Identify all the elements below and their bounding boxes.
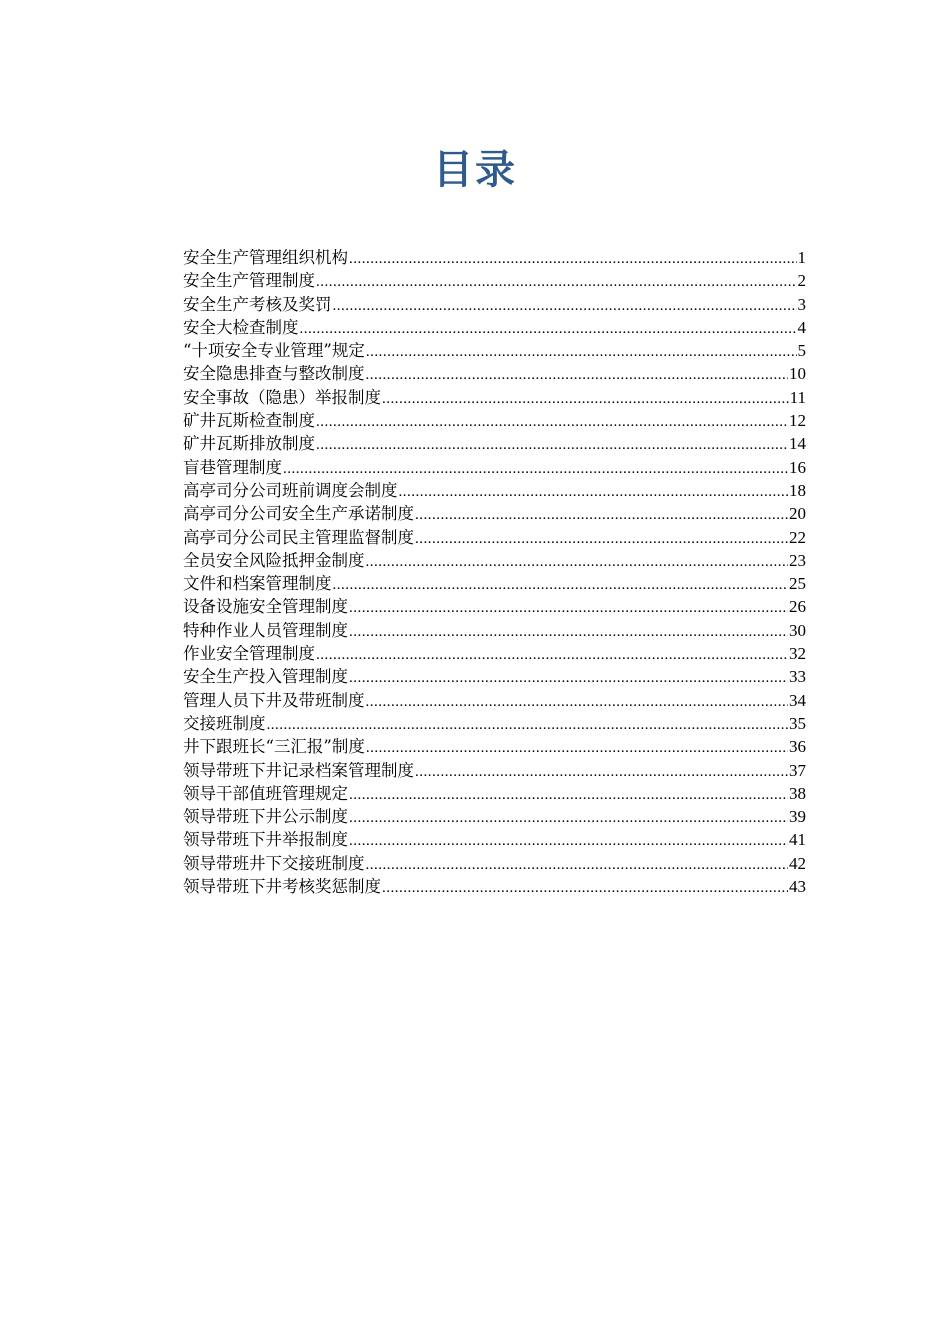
toc-entry[interactable]: [183, 805, 806, 828]
toc-page-number: 14: [789, 434, 806, 454]
toc-dot-leader: [399, 481, 789, 502]
toc-page-number: 23: [789, 550, 806, 570]
toc-entry[interactable]: [183, 572, 806, 595]
toc-entry[interactable]: [183, 875, 806, 898]
toc-dot-leader: [349, 248, 797, 269]
toc-entry[interactable]: [183, 362, 806, 385]
toc-entry[interactable]: [183, 432, 806, 455]
toc-entry[interactable]: [183, 712, 806, 735]
toc-dot-leader: [349, 807, 788, 828]
toc-entry-title: 设备设施安全管理制度: [183, 597, 348, 617]
toc-page-number: 35: [789, 713, 806, 733]
toc-dot-leader: [316, 271, 797, 292]
toc-page-number: 3: [797, 294, 806, 314]
toc-page-number: 16: [789, 457, 806, 477]
toc-dot-leader: [349, 621, 788, 642]
toc-page-number: 22: [789, 527, 806, 547]
toc-dot-leader: [415, 528, 788, 549]
toc-page-number: 41: [789, 830, 806, 850]
toc-entry-title: “十项安全专业管理”规定: [183, 341, 365, 361]
toc-dot-leader: [415, 504, 788, 525]
toc-entry[interactable]: [183, 269, 806, 292]
toc-entry-title: 全员安全风险抵押金制度: [183, 550, 365, 570]
toc-entry-title: 高亭司分公司班前调度会制度: [183, 480, 398, 500]
toc-page-number: 2: [797, 271, 806, 291]
toc-entry[interactable]: [183, 782, 806, 805]
toc-dot-leader: [316, 434, 788, 455]
toc-entry[interactable]: [183, 549, 806, 572]
toc-list: [183, 246, 806, 898]
toc-entry[interactable]: [183, 665, 806, 688]
toc-page-number: 1: [797, 248, 806, 267]
toc-entry-title: 领导带班下井记录档案管理制度: [183, 760, 414, 780]
toc-dot-leader: [366, 737, 788, 758]
toc-entry-title: 安全生产投入管理制度: [183, 667, 348, 687]
toc-dot-leader: [316, 411, 788, 432]
toc-entry[interactable]: [183, 339, 806, 362]
toc-entry-title: 高亭司分公司民主管理监督制度: [183, 527, 414, 547]
toc-page-number: 10: [789, 364, 806, 384]
toc-entry[interactable]: [183, 246, 806, 269]
toc-page-number: 4: [797, 317, 806, 337]
toc-entry[interactable]: [183, 735, 806, 758]
toc-dot-leader: [366, 691, 789, 712]
toc-entry[interactable]: [183, 642, 806, 665]
toc-dot-leader: [333, 574, 789, 595]
toc-entry-title: 井下跟班长“三汇报”制度: [183, 737, 365, 757]
toc-dot-leader: [349, 784, 788, 805]
toc-entry[interactable]: [183, 619, 806, 642]
toc-dot-leader: [366, 854, 789, 875]
toc-page-number: 38: [789, 783, 806, 803]
toc-entry-title: 交接班制度: [183, 713, 266, 733]
toc-entry-title: 作业安全管理制度: [183, 644, 315, 664]
toc-dot-leader: [382, 877, 788, 898]
toc-entry-title: 管理人员下井及带班制度: [183, 690, 365, 710]
toc-entry-title: 安全生产考核及奖罚: [183, 294, 332, 314]
toc-page-number: 30: [789, 620, 806, 640]
toc-entry[interactable]: [183, 689, 806, 712]
toc-page-number: 37: [789, 760, 806, 780]
toc-dot-leader: [349, 830, 788, 851]
toc-entry-title: 高亭司分公司安全生产承诺制度: [183, 504, 414, 524]
toc-entry[interactable]: [183, 595, 806, 618]
toc-page-number: 43: [789, 877, 806, 897]
toc-entry[interactable]: [183, 386, 806, 409]
toc-entry-title: 安全隐患排查与整改制度: [183, 364, 365, 384]
toc-dot-leader: [316, 644, 788, 665]
toc-page-number: 33: [789, 667, 806, 687]
toc-page-number: 25: [789, 574, 806, 594]
toc-entry[interactable]: [183, 479, 806, 502]
toc-entry-title: 安全生产管理制度: [183, 271, 315, 291]
toc-page-number: 26: [789, 597, 806, 617]
toc-entry-title: 领导带班下井公示制度: [183, 807, 348, 827]
toc-page-number: 5: [797, 341, 806, 361]
toc-entry[interactable]: [183, 526, 806, 549]
toc-dot-leader: [349, 597, 788, 618]
toc-page-number: 11: [789, 387, 806, 407]
toc-entry[interactable]: [183, 502, 806, 525]
toc-entry[interactable]: [183, 316, 806, 339]
toc-page-number: 39: [789, 807, 806, 827]
toc-entry[interactable]: [183, 828, 806, 851]
toc-entry-title: 安全事故（隐患）举报制度: [183, 387, 381, 407]
toc-page-number: 18: [789, 480, 806, 500]
toc-page-number: 20: [789, 504, 806, 524]
toc-dot-leader: [300, 318, 797, 339]
toc-entry-title: 安全大检查制度: [183, 317, 299, 337]
toc-dot-leader: [349, 667, 788, 688]
toc-dot-leader: [283, 458, 788, 479]
toc-dot-leader: [382, 388, 789, 409]
toc-entry-title: 领导带班下井考核奖惩制度: [183, 877, 381, 897]
toc-entry[interactable]: [183, 852, 806, 875]
toc-page-number: 12: [789, 411, 806, 431]
toc-entry-title: 矿井瓦斯排放制度: [183, 434, 315, 454]
toc-entry-title: 领导带班下井举报制度: [183, 830, 348, 850]
toc-entry-title: 文件和档案管理制度: [183, 574, 332, 594]
toc-entry-title: 安全生产管理组织机构: [183, 248, 348, 267]
toc-entry-title: 特种作业人员管理制度: [183, 620, 348, 640]
toc-entry-title: 领导干部值班管理规定: [183, 783, 348, 803]
toc-entry[interactable]: [183, 759, 806, 782]
toc-dot-leader: [366, 364, 789, 385]
toc-entry[interactable]: [183, 409, 806, 432]
toc-page-number: 42: [789, 853, 806, 873]
toc-page-number: 34: [789, 690, 806, 710]
toc-entry-title: 领导带班井下交接班制度: [183, 853, 365, 873]
toc-entry[interactable]: [183, 456, 806, 479]
toc-entry[interactable]: [183, 293, 806, 316]
toc-title: 目录: [433, 147, 517, 193]
toc-dot-leader: [366, 551, 789, 572]
toc-dot-leader: [333, 295, 797, 316]
toc-dot-leader: [267, 714, 789, 735]
toc-page-number: 36: [789, 737, 806, 757]
toc-page-number: 32: [789, 644, 806, 664]
toc-entry-title: 盲巷管理制度: [183, 457, 282, 477]
toc-entry-title: 矿井瓦斯检查制度: [183, 411, 315, 431]
toc-dot-leader: [366, 341, 797, 362]
toc-dot-leader: [415, 761, 788, 782]
